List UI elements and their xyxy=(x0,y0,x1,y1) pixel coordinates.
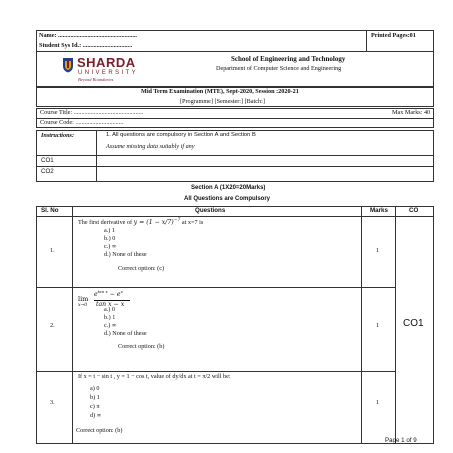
prompt-tail: at x=7 is xyxy=(180,219,204,227)
instruction-1: 1. All questions are compulsory in Section A and Section B xyxy=(106,132,256,138)
numerator-base: e xyxy=(94,291,98,299)
question-marks: 1 xyxy=(376,247,380,254)
option-a: a) 0 xyxy=(90,385,100,392)
header-marks: Marks xyxy=(370,207,388,214)
course-title: Course Title: ............................................. xyxy=(40,109,144,116)
col-divider-3 xyxy=(395,206,396,444)
logo-word-university: UNIVERSITY xyxy=(78,70,139,76)
header-slno: Sl. No xyxy=(41,207,59,214)
name-label: Name: ................................................... xyxy=(39,32,137,39)
correct-option: Correct option: (c) xyxy=(118,265,165,272)
instructions-row-divider xyxy=(36,155,434,156)
question-prompt: If x = t − sin t , y = 1 − cos t, value of dy/dx at t = π/2 will be: xyxy=(78,373,231,380)
question-number: 2. xyxy=(50,322,55,329)
option-a: a.) 0 xyxy=(104,306,115,313)
option-b: b.) 1 xyxy=(104,314,116,321)
limit-expression xyxy=(78,289,168,311)
lim-word: lim xyxy=(78,295,89,303)
option-b: b.) 0 xyxy=(104,235,116,242)
option-c: c) π xyxy=(90,403,100,410)
department-name: Department of Computer Science and Engineering xyxy=(216,65,342,72)
course-code: Course Code: ............................... xyxy=(40,119,124,126)
page-number: Page 1 of 9 xyxy=(385,437,417,444)
section-title: Section A (1X20=20Marks) xyxy=(191,185,266,191)
option-d: d) ∞ xyxy=(90,412,102,419)
instruction-2: Assume missing data suitably if any xyxy=(106,143,195,150)
col-divider-1 xyxy=(72,206,73,444)
question-number: 1. xyxy=(50,247,55,254)
limit-numerator xyxy=(94,290,123,298)
limit-denominator: tan x − x xyxy=(96,301,125,308)
option-a: a.) 1 xyxy=(104,227,115,234)
option-b: b) 1 xyxy=(90,394,100,401)
option-d: d.) None of these xyxy=(104,251,147,258)
header-co: CO xyxy=(409,207,419,214)
header-divider xyxy=(36,51,434,52)
co-value: CO1 xyxy=(403,318,424,329)
header-questions: Questions xyxy=(195,207,226,214)
option-c: c.) ∞ xyxy=(104,322,117,329)
numerator-exp-2: x xyxy=(120,289,123,294)
row-divider-1 xyxy=(36,287,395,288)
exam-title: Mid Term Examination (MTE), Sept-2020, Session :2020-21 xyxy=(141,88,299,95)
programme-line: [Programme] [Semester:] [Batch:] xyxy=(180,98,265,105)
logo-tagline: Beyond Boundaries xyxy=(78,77,114,82)
row-divider-2 xyxy=(36,371,395,372)
correct-option: Correct option: (b) xyxy=(76,427,123,434)
max-marks: Max Marks: 40 xyxy=(392,109,431,116)
lim-subscript: x→0 xyxy=(78,303,88,308)
question-marks: 1 xyxy=(376,399,380,406)
question-marks: 1 xyxy=(376,322,380,329)
co-row-2: CO2 xyxy=(41,168,54,175)
section-subtitle: All Questions are Compulsory xyxy=(184,196,271,202)
printed-pages: Printed Pages:01 xyxy=(371,32,416,39)
prompt-text: The first derivative of xyxy=(78,219,134,227)
correct-option: Correct option: (b) xyxy=(118,343,165,350)
co-row-1: CO1 xyxy=(41,157,54,164)
col-divider-2 xyxy=(361,206,362,444)
option-d: d.) None of these xyxy=(104,330,147,337)
question-prompt xyxy=(78,219,203,226)
numerator-mid: − e xyxy=(107,291,121,299)
instructions-col-divider xyxy=(96,130,97,182)
instructions-label: Instructions: xyxy=(41,132,75,139)
co-row-divider xyxy=(36,166,434,167)
sys-id-label: Student Sys Id.: ................................ xyxy=(39,42,133,49)
table-header-divider xyxy=(36,216,434,217)
crest-icon xyxy=(62,57,74,73)
option-c: c.) ∞ xyxy=(104,243,117,250)
prompt-math: y = (1 − x/7) xyxy=(133,219,174,227)
numerator-exp-1: tan x xyxy=(97,289,108,294)
printed-pages-divider xyxy=(366,30,367,51)
question-number: 3. xyxy=(50,399,55,406)
prompt-exponent: −7 xyxy=(173,218,181,223)
university-logo xyxy=(62,55,148,85)
logo-word-sharda: SHARDA xyxy=(77,55,136,70)
school-name: School of Engineering and Technology xyxy=(231,55,346,63)
